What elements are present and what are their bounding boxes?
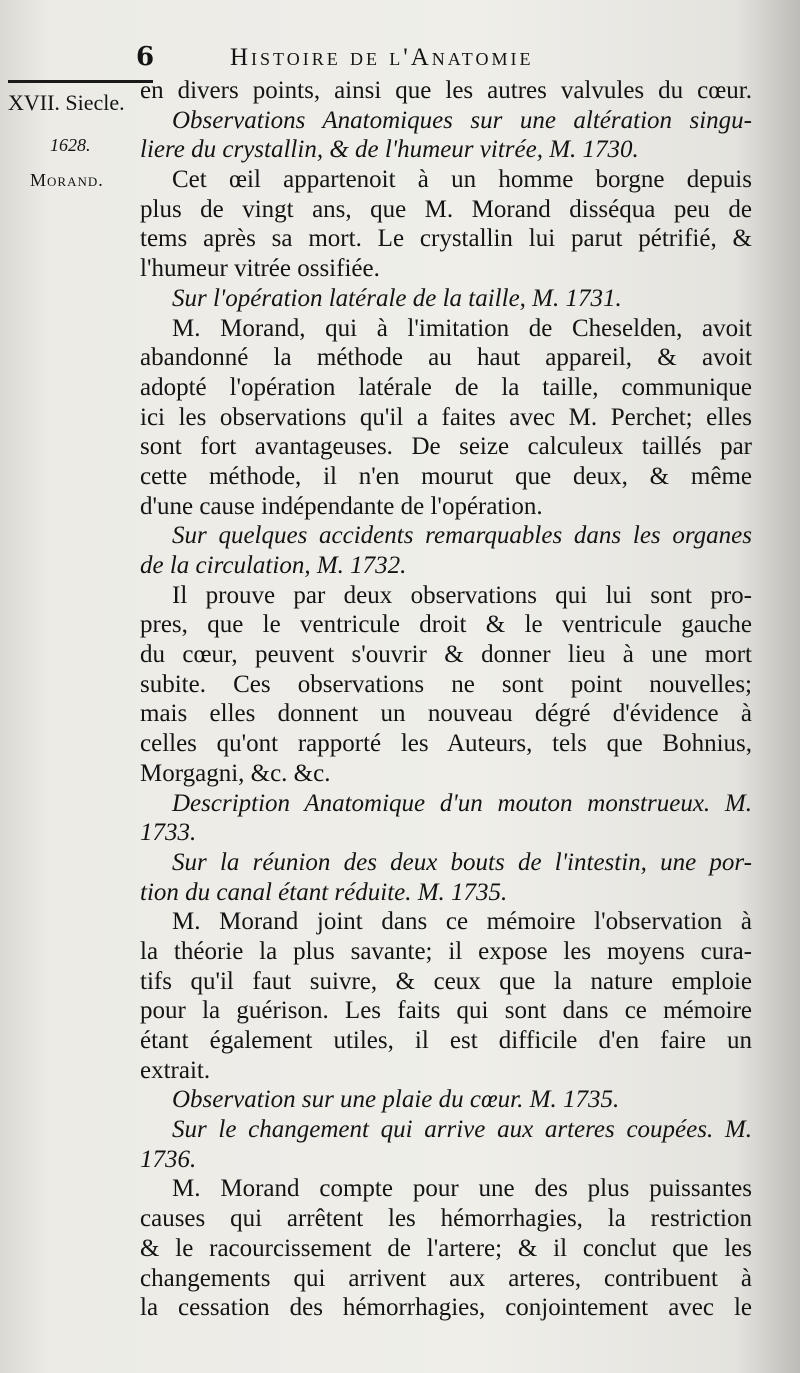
text-line: M. Morand, qui à l'imitation de Cheselden, avoit (172, 314, 752, 342)
text-line: la théorie la plus savante; il expose les moyens cura- (140, 937, 752, 965)
text-line: Il prouve par deux observations qui lui sont pro- (172, 581, 752, 609)
text-line: adopté l'opération latérale de la taille, communique (140, 373, 752, 401)
text-line: 1733. (140, 819, 197, 847)
margin-century: XVII. Siecle. (8, 90, 125, 115)
page-header (130, 36, 770, 76)
text-line: de la circulation, M. 1732. (140, 552, 407, 579)
text-line: extrait. (140, 1056, 211, 1084)
text-line: tion du canal étant réduite. M. 1735. (140, 878, 508, 906)
text-line: pour la guérison. Les faits qui sont dans ce mémoire (140, 997, 752, 1025)
text-line: ici les observations qu'il a faites avec M. Perchet; elles (140, 403, 752, 431)
text-line: la cessation des hémorrhagies, conjointement avec le (140, 1294, 752, 1322)
text-line: Sur le changement qui arrive aux arteres coupées. M. (172, 1116, 752, 1144)
text-line: en divers points, ainsi que les autres valvules du cœur. (140, 77, 752, 104)
margin-author: Morand. (30, 170, 104, 190)
text-line: 1736. (140, 1145, 197, 1173)
text-line: l'humeur vitrée ossifiée. (140, 255, 380, 283)
text-line: Description Anatomique d'un mouton monstrueux. M. (172, 789, 752, 817)
text-line: changements qui arrivent aux arteres, contribuent à (140, 1264, 752, 1292)
text-line: subite. Ces observations ne sont point nouvelles; (140, 670, 752, 698)
text-line: abandonné la méthode au haut appareil, & avoit (140, 344, 752, 372)
text-line: du cœur, peuvent s'ouvrir & donner lieu à une mort (140, 641, 752, 669)
text-line: sont fort avantageuses. De seize calculeux taillés par (140, 433, 752, 461)
text-line: M. Morand compte pour une des plus puissantes (172, 1175, 752, 1203)
text-line: celles qu'ont rapporté les Auteurs, tels que Bohnius, (140, 730, 752, 758)
text-line: Sur quelques accidents remarquables dans les organes (172, 522, 752, 550)
text-line: cette méthode, il n'en mourut que deux, & même (140, 462, 752, 490)
text-line: tems après sa mort. Le crystallin lui parut pétrifié, & (140, 225, 752, 253)
text-line: étant également utiles, il est difficile d'en faire un (140, 1027, 752, 1054)
text-line: tifs qu'il faut suivre, & ceux que la nature emploie (140, 967, 752, 995)
text-line: & le racourcissement de l'artere; & il conclut que les (140, 1234, 752, 1262)
text-line: pres, que le ventricule droit & le ventricule gauche (140, 611, 752, 639)
margin-rule (8, 80, 153, 83)
text-line: Sur l'opération latérale de la taille, M. 1731. (172, 284, 622, 312)
text-line: causes qui arrêtent les hémorrhagies, la restriction (140, 1205, 752, 1233)
text-line: Observation sur une plaie du cœur. M. 1735. (172, 1086, 620, 1114)
text-line: mais elles donnent un nouveau dégré d'évidence à (140, 700, 752, 728)
text-line: Observations Anatomiques sur une altération singu- (172, 106, 752, 134)
running-head: Histoire de l'Anatomie (230, 44, 534, 71)
margin-year: 1628. (50, 135, 91, 155)
text-line: Morgagni, &c. &c. (140, 759, 331, 787)
page-number: 6 (136, 42, 155, 72)
body-text (140, 76, 752, 1323)
text-line: d'une cause indépendante de l'opération. (140, 492, 543, 520)
text-line: liere du crystallin, & de l'humeur vitrée, M. 1730. (140, 136, 639, 164)
text-line: M. Morand joint dans ce mémoire l'observation à (172, 908, 752, 936)
text-line: Cet œil appartenoit à un homme borgne depuis (172, 166, 752, 194)
text-line: Sur la réunion des deux bouts de l'intestin, une por- (172, 848, 752, 876)
text-line: plus de vingt ans, que M. Morand disséqua peu de (140, 195, 752, 223)
